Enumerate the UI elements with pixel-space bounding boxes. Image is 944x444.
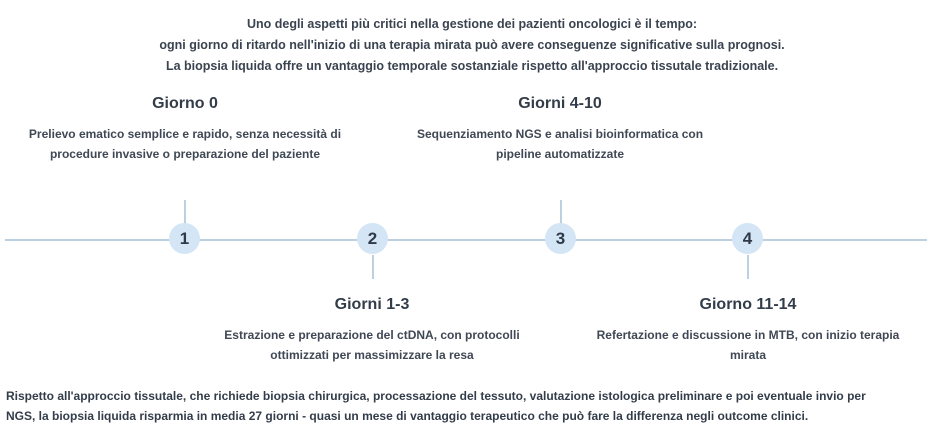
step-description-line: pipeline automatizzate: [495, 147, 625, 161]
step-description-line: Refertazione e discussione in MTB, con inizio terapia: [596, 328, 900, 342]
step-title: Giorno 0: [152, 95, 218, 112]
step-2-marker: 2: [357, 223, 388, 254]
intro-line: La biopsia liquida offre un vantaggio temporale sostanziale rispetto all'approccio tissutale tradizionale.: [165, 59, 779, 73]
step-1-connector: [184, 200, 186, 224]
summary-text: [6, 386, 936, 426]
step-4-marker: 4: [732, 223, 763, 254]
step-title: Giorni 1-3: [334, 296, 410, 313]
step-description: [192, 325, 552, 365]
step-description-line: Sequenziamento NGS e analisi bioinformatica con: [416, 127, 704, 141]
step-description-line: procedure invasive o preparazione del paziente: [49, 147, 321, 161]
timeline-step-4-label: [568, 295, 928, 365]
step-description: [568, 325, 928, 365]
summary-line: NGS, la biopsia liquida risparmia in media 27 giorni - quasi un mese di vantaggio terapeutico che può fare la differenza negli outcome clinici.: [6, 409, 809, 423]
summary-line: Rispetto all'approccio tissutale, che richiede biopsia chirurgica, processazione del tessuto, valutazione istologica preliminare e poi eventuale invio per: [6, 389, 866, 403]
intro-text: [0, 14, 944, 77]
step-description: [380, 124, 740, 164]
timeline-step-1-label: [5, 94, 365, 164]
step-description-line: Estrazione e preparazione del ctDNA, con protocolli: [224, 328, 520, 342]
step-description-line: Prelievo ematico semplice e rapido, senza necessità di: [28, 127, 342, 141]
step-title: Giorno 11-14: [699, 296, 797, 313]
step-1-marker: 1: [169, 223, 200, 254]
step-3-marker: 3: [545, 223, 576, 254]
step-3-connector: [560, 200, 562, 224]
step-description-line: ottimizzati per massimizzare la resa: [270, 348, 474, 362]
step-4-connector: [747, 255, 749, 279]
step-description: [5, 124, 365, 164]
step-title: Giorni 4-10: [518, 95, 602, 112]
timeline-step-2-label: [192, 295, 552, 365]
intro-line: Uno degli aspetti più critici nella gestione dei pazienti oncologici è il tempo:: [246, 17, 698, 31]
timeline-step-3-label: [380, 94, 740, 164]
timeline-axis: [5, 239, 927, 241]
step-2-connector: [372, 255, 374, 279]
intro-line: ogni giorno di ritardo nell'inizio di una terapia mirata può avere conseguenze significative sulla prognosi.: [159, 38, 785, 52]
step-description-line: mirata: [729, 348, 767, 362]
